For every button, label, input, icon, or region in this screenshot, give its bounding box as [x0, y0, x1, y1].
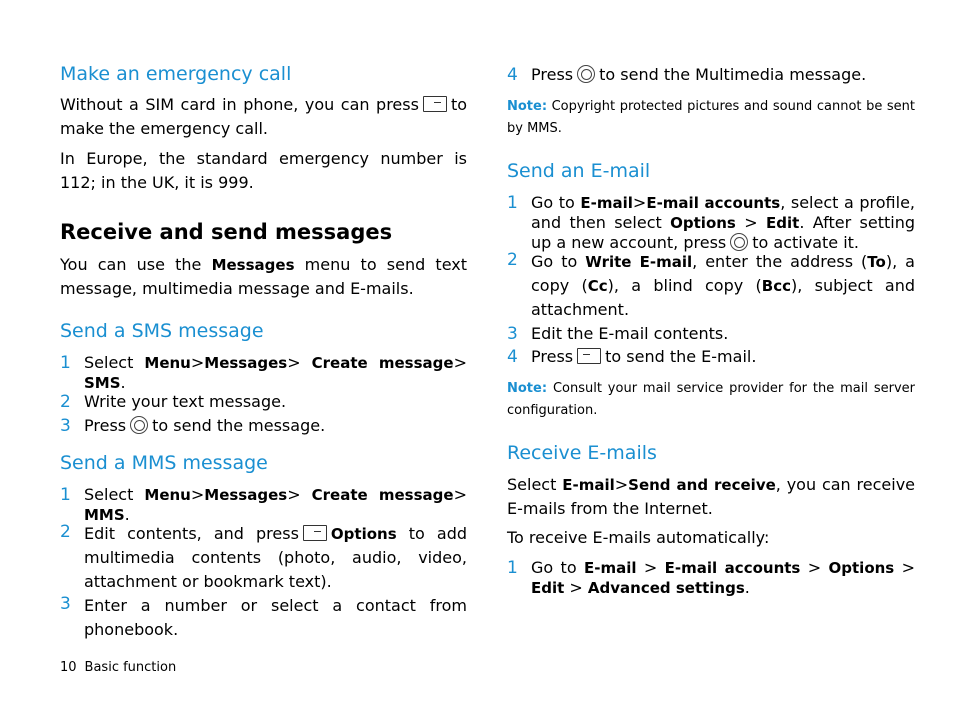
mms-step-3: 3 Enter a number or select a contact from phonebook.	[60, 594, 467, 639]
receive-send-heading: Receive and send messages	[60, 220, 393, 244]
email-heading: Send an E-mail	[507, 160, 651, 182]
right-softkey-icon	[577, 348, 601, 364]
emergency-paragraph-2: In Europe, the standard emergency number is 112; in the UK, it is 999.	[60, 149, 467, 192]
email-step-1: 1 Go to E-mail>E-mail accounts, select a profile, and then select Options > Edit. After setting up a new account, press to activate it.	[507, 193, 916, 252]
receive-emails-heading: Receive E-mails	[507, 442, 657, 464]
sms-step-1: 1 Select Menu>Messages> Create message> SMS.	[60, 353, 467, 392]
ok-key-icon	[730, 233, 748, 251]
ok-key-icon	[130, 416, 148, 434]
receive-emails-paragraph: Select E-mail>Send and receive, you can receive E-mails from the Internet.	[507, 475, 916, 518]
receive-send-paragraph: You can use the Messages menu to send text message, multimedia message and E-mails.	[60, 255, 467, 298]
left-softkey-icon	[303, 525, 327, 541]
note-mail-config: Note: Consult your mail service provider for the mail server configuration.	[507, 381, 915, 418]
section-name: Basic function	[84, 660, 177, 675]
email-step-4: 4 Press to send the E-mail.	[507, 347, 757, 367]
receive-auto-paragraph: To receive E-mails automatically:	[507, 528, 770, 547]
email-step-3: 3 Edit the E-mail contents.	[507, 324, 729, 344]
emergency-heading: Make an emergency call	[60, 63, 292, 85]
mms-step-1: 1 Select Menu>Messages> Create message> MMS.	[60, 485, 467, 524]
mms-step-2: 2 Edit contents, and press Options to add multimedia contents (photo, audio, video, attachment or bookmark text).	[60, 522, 467, 591]
page-number: 10	[60, 660, 77, 675]
sms-step-3: 3 Press to send the message.	[60, 416, 326, 436]
left-softkey-icon	[423, 96, 447, 112]
page-footer	[60, 660, 176, 675]
email-step-2: 2 Go to Write E-mail, enter the address (To), a copy (Cc), a blind copy (Bcc), subject and attachment.	[507, 250, 915, 319]
sms-heading: Send a SMS message	[60, 320, 264, 342]
note-copyright: Note: Copyright protected pictures and sound cannot be sent by MMS.	[507, 99, 915, 136]
mms-heading: Send a MMS message	[60, 452, 268, 474]
receive-step-1: 1 Go to E-mail > E-mail accounts > Options > Edit > Advanced settings.	[507, 558, 916, 597]
mms-step-4: 4 Press to send the Multimedia message.	[507, 65, 867, 85]
ok-key-icon	[577, 65, 595, 83]
sms-step-2: 2 Write your text message.	[60, 392, 287, 412]
emergency-paragraph-1: Without a SIM card in phone, you can press to make the emergency call.	[60, 95, 467, 138]
